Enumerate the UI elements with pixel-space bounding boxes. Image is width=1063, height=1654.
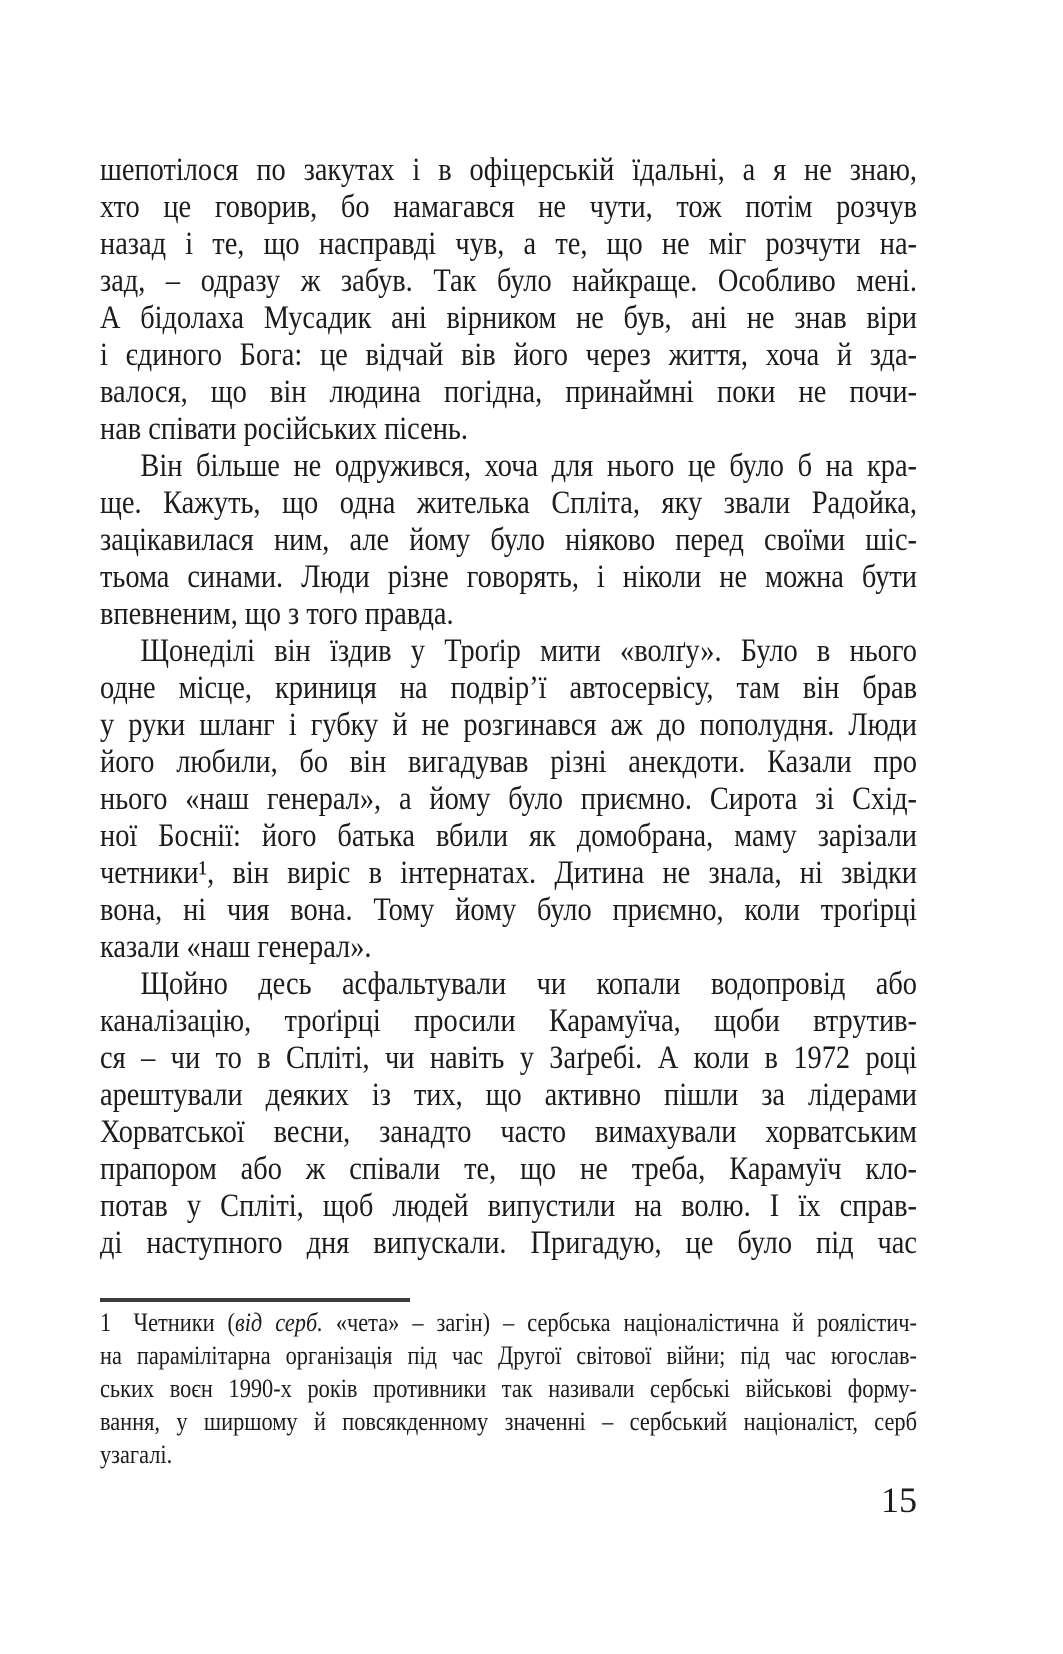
text-line: зацікавилася ним, але йому було ніяково перед своїми шіс- xyxy=(100,522,917,558)
text-line: ної Боснії: його батька вбили як домобрана, маму зарізали xyxy=(100,818,917,854)
text-line: одне місце, криниця на подвір’ї автосервісу, там він брав xyxy=(100,670,917,706)
text-line: потав у Спліті, щоб людей випустили на волю. І їх справ- xyxy=(100,1188,917,1224)
text-line: шепотілося по закутах і в офіцерській їдальні, а я не знаю, xyxy=(100,152,917,188)
text-line: тьома синами. Люди різне говорять, і ніколи не можна бути xyxy=(100,559,917,595)
text-line: прапором або ж співали те, що не треба, Карамуїч кло- xyxy=(100,1151,917,1187)
text-line: ся – чи то в Спліті, чи навіть у Заґребі. А коли в 1972 році xyxy=(100,1040,917,1076)
text-line: четники¹, він виріс в інтернатах. Дитина не знала, ні звідки xyxy=(100,855,917,891)
text-line: вання, у ширшому й повсякденному значенні – сербський націоналіст, серб xyxy=(100,1407,917,1436)
text-line: валося, що він людина погідна, принаймні поки не почи- xyxy=(100,374,917,410)
text-line: нав співати російських пісень. xyxy=(100,411,468,447)
text-line: Щойно десь асфальтували чи копали водопровід або xyxy=(140,966,918,1002)
text-line: вона, ні чия вона. Тому йому було приємно, коли троґірці xyxy=(100,892,917,928)
text-line: узагалі. xyxy=(100,1440,173,1469)
page-number: 15 xyxy=(881,1480,917,1520)
footnote-text xyxy=(100,1306,917,1471)
text-line: і єдиного Бога: це відчай вів його через життя, хоча й зда- xyxy=(100,337,917,373)
text-line: А бідолаха Мусадик ані вірником не був, ані не знав віри xyxy=(100,300,917,336)
text-line: арештували деяких із тих, що активно пішли за лідерами xyxy=(100,1077,917,1113)
text-line: ських воєн 1990-х років противники так називали сербські військові форму- xyxy=(100,1374,917,1403)
text-line: казали «наш генерал». xyxy=(100,929,372,965)
text-line: на парамілітарна організація під час Другої світової війни; під час югослав- xyxy=(100,1341,917,1370)
text-line: зад, – одразу ж забув. Так було найкраще. Особливо мені. xyxy=(100,263,917,299)
text-line: нього «наш генерал», а йому було приємно. Сирота зі Схід- xyxy=(100,781,917,817)
text-line: Щонеділі він їздив у Троґір мити «волґу». Було в нього xyxy=(140,633,918,669)
text-line: назад і те, що насправді чув, а те, що не міг розчути на- xyxy=(100,226,917,262)
text-line: ді наступного дня випускали. Пригадую, це було під час xyxy=(100,1225,917,1261)
footnote-separator xyxy=(100,1298,410,1302)
text-line: 1 Четники (від серб. «чета» – загін) – сербська націоналістична й роялістич- xyxy=(100,1308,917,1337)
text-line: Він більше не одружився, хоча для нього це було б на кра- xyxy=(140,448,918,484)
text-line: каналізацію, троґірці просили Карамуїча, щоби втрутив- xyxy=(100,1003,917,1039)
body-text xyxy=(100,152,917,1262)
text-line: у руки шланг і губку й не розгинався аж до пополудня. Люди xyxy=(100,707,917,743)
text-line: його любили, бо він вигадував різні анекдоти. Казали про xyxy=(100,744,917,780)
text-line: ще. Кажуть, що одна жителька Спліта, яку звали Радойка, xyxy=(100,485,917,521)
text-line: Хорватської весни, занадто часто вимахували хорватським xyxy=(100,1114,917,1150)
text-line: впевненим, що з того правда. xyxy=(100,596,454,632)
text-line: хто це говорив, бо намагався не чути, тож потім розчув xyxy=(100,189,917,225)
